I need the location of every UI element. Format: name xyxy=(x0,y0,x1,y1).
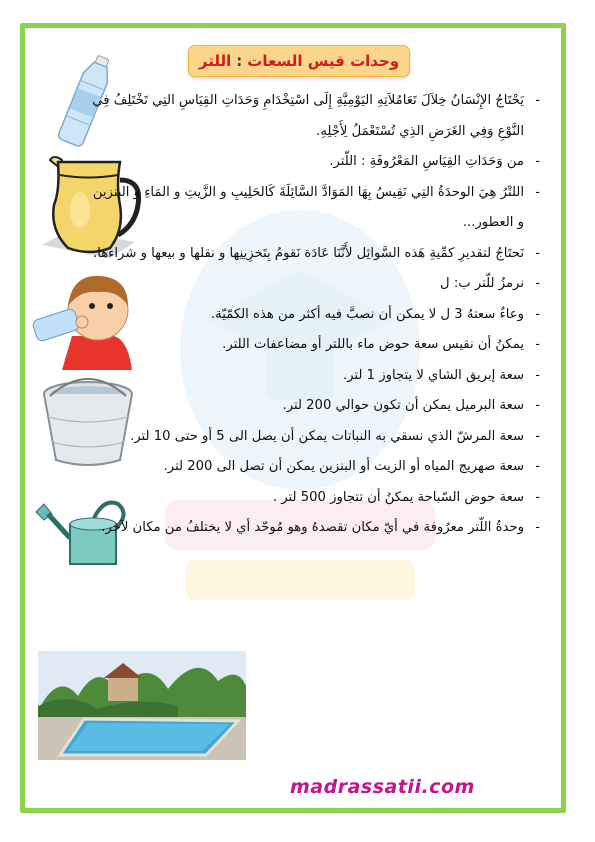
list-item: - وحدةُ اللّتر معرُوفة في أيّ مكان تقصدهُ وهو مُوحّد أي لا يختلفُ من مكان لآخر. xyxy=(90,513,540,544)
title-unit: اللتر xyxy=(198,52,232,70)
list-item: - سعة المرشّ الذي نسقي به النباتات يمكن أن يصل الى 5 أو حتى 10 لتر. xyxy=(90,422,540,453)
list-item: - سعة البرميل يمكن أن تكون حوالي 200 لتر. xyxy=(90,391,540,422)
title-separator: : xyxy=(236,52,243,70)
list-item: - نرمزُ للّتر ب: ل xyxy=(90,269,540,300)
list-item: - من وَحَدَاتِ القِيَاسِ المَعْرُوفَةِ : اللّتر. xyxy=(90,147,540,178)
list-item: - نَحتَاجُ لتقديرِ كمِّيةِ هَذه السَّوائِل لأَنَّنَا عَادَة نَقومُ بِتَخزِينِها و نقلها و بيعها و شراءها. xyxy=(90,239,540,270)
lesson-content xyxy=(90,86,540,544)
list-item: - اللتْرُ هِيَ الوحدَةُ التِي نَقِيسُ بِهَا المَوَادَّ السَّائِلَةَ كَالحَلِيبِ و الزَّيتِ و المَاءِ و البنزين و العطور... xyxy=(90,178,540,239)
title-main: وحدات قيس السعات xyxy=(247,52,400,70)
list-item: - سعة إبريق الشاي لا يتجاوز 1 لتر. xyxy=(90,361,540,392)
page-title xyxy=(188,45,410,77)
list-item: - سعة صهريج المياه أو الزيت أو البنزين يمكن أن تصل الى 200 لتر. xyxy=(90,452,540,483)
list-item: - يَحْتَاجُ الإِنْسَانُ خِلاَلَ تَعَامُلاَتِهِ اليَوْمِيَّةِ إِلَى اسْتِخْدَامِ وَحَدَاتِ القِيَاسِ التِي تَخْتَلِفُ فِي النَّوْعِ وَفِي الغَرَضِ الذِي تُسْتَعْمَلُ لِأَجْلِهِ. xyxy=(90,86,540,147)
lesson-list xyxy=(90,86,540,544)
list-item: - سعة حوض السّباحة يمكنُ أن تتجاوز 500 لتر . xyxy=(90,483,540,514)
website-footer: madrassatii.com xyxy=(290,776,475,798)
swimming-pool-image xyxy=(38,651,246,760)
list-item: - يمكنُ أن نقيس سعة حوض ماء باللتر أو مضاعفات اللتر. xyxy=(90,330,540,361)
list-item: - وعاءٌ سعتهُ 3 ل لا يمكن أن نصبَّ فيه أكثر من هذه الكمّيّة. xyxy=(90,300,540,331)
